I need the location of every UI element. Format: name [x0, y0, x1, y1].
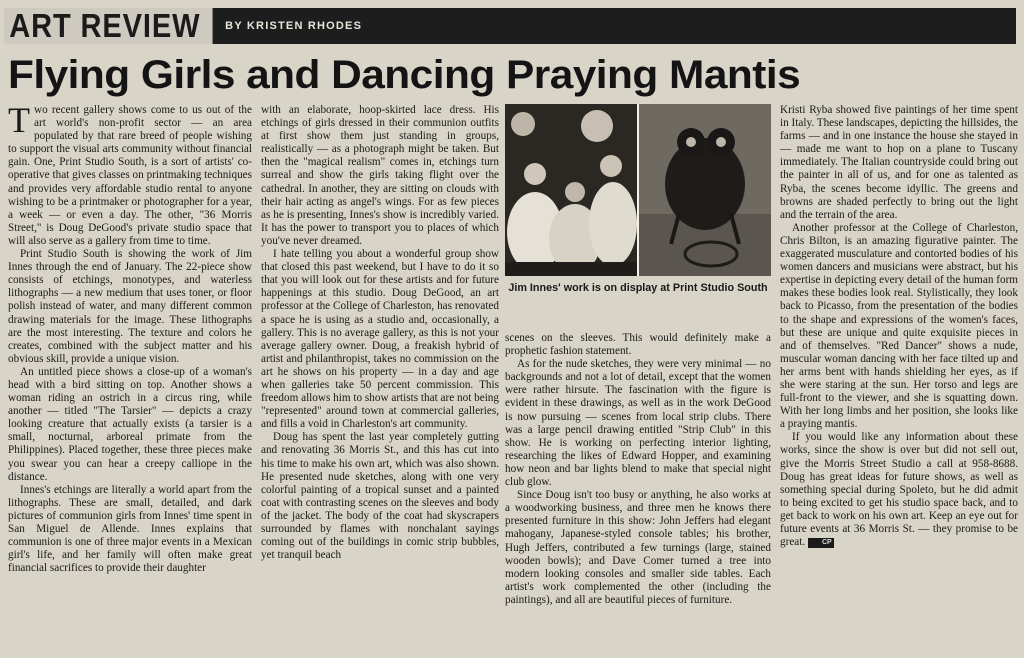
paragraph: Print Studio South is showing the work of Jim Innes through the end of January. The 22-piece show consists of etchings, monotypes, and waterless lithographs — a new medium that uses toner, or floor polish instead of water, and many different common drawing materials for the image. These lithographs are the most interesting. The texture and colors he creates, combined with the subject matter and his obvious skill, provide a unique vision.: [8, 248, 252, 365]
paragraph: scenes on the sleeves. This would definitely make a prophetic fashion statement.: [505, 332, 771, 358]
article-column-2: [261, 104, 499, 562]
article-column-1: [8, 100, 252, 575]
article-column-3: [505, 332, 771, 607]
communion-girls-etching: [505, 104, 637, 276]
artwork-photo: [505, 104, 771, 276]
section-kicker: ART REVIEW: [4, 8, 213, 44]
end-mark-icon: CP: [808, 538, 834, 548]
paragraph: with an elaborate, hoop-skirted lace dress. His etchings of girls dressed in their communion outfits at first show them just standing in groups, realistically — as a photograph might be taken. But then the "magical realism" comes in, etchings turn surreal and show the girls taking flight over the cathedral. In another, they are sitting on clouds with their hair acting as angel's wings. For as few pieces as he is presenting, Innes's show is incredibly varied. It has the power to transport you to places of which you've never dreamed.: [261, 104, 499, 247]
headline: Flying Girls and Dancing Praying Mantis: [8, 53, 801, 97]
paragraph: If you would like any information about these works, since the show is over but did not sell out, give the Morris Street Studio a call at 958-8688. Doug has great ideas for future shows, as well as something special during Spoleto, but he did admit to being excited to get his studio space back, and to get back to work on his own art. Keep an eye out for future events at 36 Morris St. — they promise to be great. CP: [780, 431, 1018, 549]
photo-caption: Jim Innes' work is on display at Print Studio South: [508, 282, 768, 294]
paragraph: Innes's etchings are literally a world apart from the lithographs. These are small, detailed, and dark pictures of communion girls from Innes' time spent in San Miguel de Allende. Innes explains that communion is one of three major events in a Mexican girl's life, and her family will often make great financial sacrifices to provide their daughter: [8, 483, 252, 575]
paragraph: Another professor at the College of Charleston, Chris Bilton, is an amazing figurative painter. The exaggerated musculature and contorted bodies of his women dancers and musicians were abstract, but his expertise in depicting every detail of the human form makes these bodies look real. Stylistically, they look back to Picasso, from the presentation of the bodies to the shape and expressions of the women's faces, but these are unique and quite exquisite pieces in and of themselves. "Red Dancer" shows a nude, muscular woman dancing with her face tilted up and her arms bent with hands shielding her eyes, as if she were staring at the sun. Her torso and legs are full-front to the viewer, and she is squatting down. With her long limbs and her position, she looks like a praying mantis.: [780, 221, 1018, 431]
tarsier-lithograph: [639, 104, 771, 276]
paragraph: Kristi Ryba showed five paintings of her time spent in Italy. These landscapes, depicting the hillsides, the farms — and in one instance the house she stayed in — made me want to hop on a plane to Tuscany immediately. The Italian countryside could bring out the painter in all of us, and for one as talented as Ryba, the scenes become idyllic. The greens and browns are shaded perfectly to bring out the light and the terrain of the area.: [780, 104, 1018, 221]
paragraph: Since Doug isn't too busy or anything, he also works at a woodworking business, and three men he knows there presented furniture in this show: John Jeffers had elegant mahogany, Japanese-styled console tables; his brother, Hugh Jeffers, contributed a few turnings (large, stained wooden bowls); and Dave Comer turned a tree into modern looking consoles and smaller side tables. Each artist's work complemented the other (including the paintings), and all are beautiful pieces of furniture.: [505, 489, 771, 606]
drop-cap: T: [8, 100, 30, 140]
section-banner: [4, 8, 1016, 44]
byline: BY KRISTEN RHODES: [225, 20, 363, 32]
paragraph: Doug has spent the last year completely gutting and renovating 36 Morris St., and this has cut into his time to make his own art, which was also shown. He presented nude sketches, along with one very colorful painting of a tropical sunset and a painted coat with contrasting scenes on the sleeves and body of the jacket. The body of the coat had skyscrapers surrounded by flames with nonchalant sayings coming out of the buildings in comic strip bubbles, yet tranquil beach: [261, 431, 499, 562]
paragraph: As for the nude sketches, they were very minimal — no backgrounds and not a lot of detail, except that the women were rather hirsute. The fascination with the figure is evident in these drawings, as well as in the work DeGood is now pursuing — scenes from local strip clubs. There was a large pencil drawing entitled "Strip Club" in this show. He is working on perfecting interior lighting, researching the likes of Edward Hopper, and examining how neon and bar lights blend to make that special night club glow.: [505, 358, 771, 489]
article-column-4: [780, 104, 1018, 549]
paragraph: I hate telling you about a wonderful group show that closed this past weekend, but I have to do it so that you will look out for these artists and for future happenings at this studio. Doug DeGood, an art professor at the College of Charleston, has renovated a space he is using as a studio and, occasionally, a gallery. This is no average gallery, as this is not your average gallery owner. Doug, a freakish hybrid of artist and philanthropist, takes no commission on the art he shows on his property — in a day and age when galleries take 50 percent commission. This freedom allows him to show artists that are not being "represented" around town at commercial galleries, and fills a void in Charleston's art community.: [261, 248, 499, 431]
paragraph: An untitled piece shows a close-up of a woman's head with a bird sitting on top. Another shows a woman riding an ostrich in a circus ring, while another — titled "The Tarsier" — depicts a crazy looking creature that actually exists (a tarsier is a small, nocturnal, arboreal primate from the Philippines). Placed together, these three pieces make you swear you can hear a creepy calliope in the distance.: [8, 365, 252, 483]
paragraph: Two recent gallery shows come to us out of the art world's non-profit sector — an area populated by that rare breed of people wishing to support the visual arts community without financial gain. One, Print Studio South, is a sort of artists' co-operative that gives classes on printmaking techniques and provides very affordable studio rental to anyone wishing to be a printmaker or photographer for a year, a week — or even a day. The other, "36 Morris Street," is Doug DeGood's private studio space that will also serve as a gallery from time to time.: [8, 100, 252, 247]
